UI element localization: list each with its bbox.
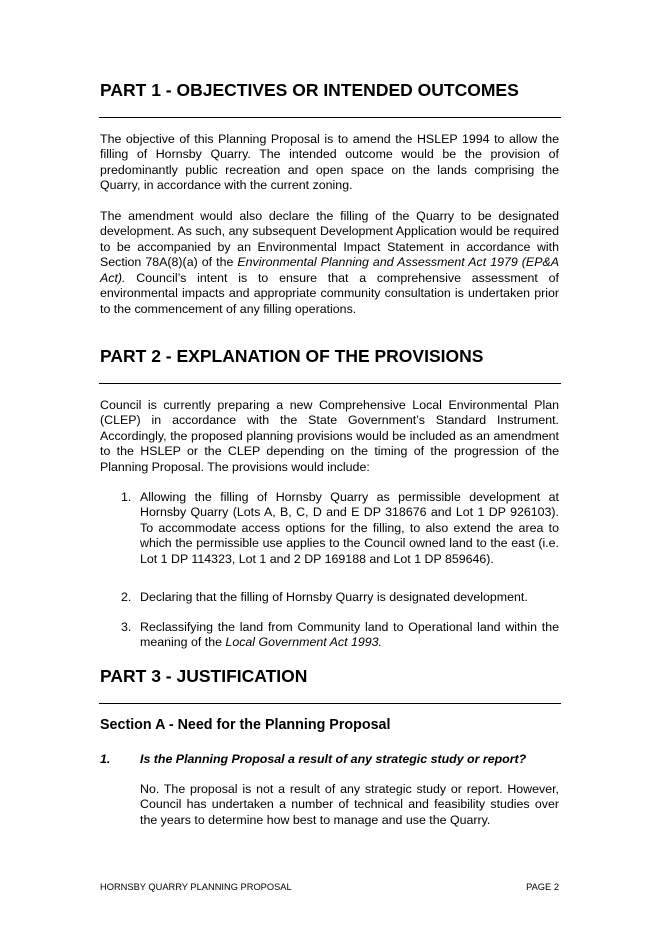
part1-paragraph-2-act-title: Environmental Planning and Assessment Act 1979 (EP&A Act). <box>100 255 559 285</box>
provision-1-number: 1. <box>121 490 132 504</box>
question-1-text: Is the Planning Proposal a result of any strategic study or report? <box>140 752 527 766</box>
section-a-heading: Section A - Need for the Planning Proposal <box>100 717 391 733</box>
provision-3-text <box>140 620 559 651</box>
part1-paragraph-2-text-b: Council’s intent is to ensure that a comprehensive assessment of environmental impacts and appropriate community consultation is undertaken prior to the commencement of any filling operations. <box>100 270 559 316</box>
provision-2-text: Declaring that the filling of Hornsby Quarry is designated development. <box>140 590 528 604</box>
footer-document-title: HORNSBY QUARRY PLANNING PROPOSAL <box>100 882 292 892</box>
provision-2-number: 2. <box>121 590 132 604</box>
footer-page-number: PAGE 2 <box>526 882 559 892</box>
provision-1-text: Allowing the filling of Hornsby Quarry as permissible development at Hornsby Quarry (Lots A, B, C, D and E DP 318676 and Lot 1 DP 926103). To accommodate access options for the filling, to also extend the area to which the permissible use applies to the Council owned land to the east (i.e. Lot 1 DP 114323, Lot 1 and 2 DP 169188 and Lot 1 DP 859646). <box>140 490 559 566</box>
part1-paragraph-2-text-a: The amendment would also declare the filling of the Quarry to be designated development. As such, any subsequent Development Application would be required to be accompanied by an Environmental Impact Statement in accordance with Section 78A(8)(a) of the <box>100 209 559 270</box>
provision-3-act-title: Local Government Act 1993. <box>225 635 382 650</box>
part1-paragraph-2 <box>100 209 559 317</box>
part2-heading: PART 2 - EXPLANATION OF THE PROVISIONS <box>100 346 484 366</box>
part2-rule <box>99 383 561 384</box>
part1-heading: PART 1 - OBJECTIVES OR INTENDED OUTCOMES <box>100 80 519 100</box>
part3-rule <box>99 703 561 704</box>
part2-paragraph-1: Council is currently preparing a new Comprehensive Local Environmental Plan (CLEP) in accordance with the State Government’s Standard Instrument. Accordingly, the proposed planning provisions would be included as an amendment to the HSLEP or the CLEP depending on the timing of the progression of the Planning Proposal. The provisions would include: <box>100 398 559 474</box>
part1-rule <box>99 117 561 118</box>
question-1-answer: No. The proposal is not a result of any strategic study or report. However, Council has undertaken a number of technical and feasibility studies over the years to determine how best to manage and use the Quarry. <box>140 782 559 827</box>
part1-paragraph-1: The objective of this Planning Proposal is to amend the HSLEP 1994 to allow the filling of Hornsby Quarry. The intended outcome would be the provision of predominantly public recreation and open space on the lands comprising the Quarry, in accordance with the current zoning. <box>100 132 559 193</box>
provision-3-number: 3. <box>121 620 132 634</box>
question-1-number: 1. <box>100 752 111 766</box>
part3-heading: PART 3 - JUSTIFICATION <box>100 666 308 686</box>
provision-3-text-a: Reclassifying the land from Community land to Operational land within the meaning of the <box>140 620 559 650</box>
